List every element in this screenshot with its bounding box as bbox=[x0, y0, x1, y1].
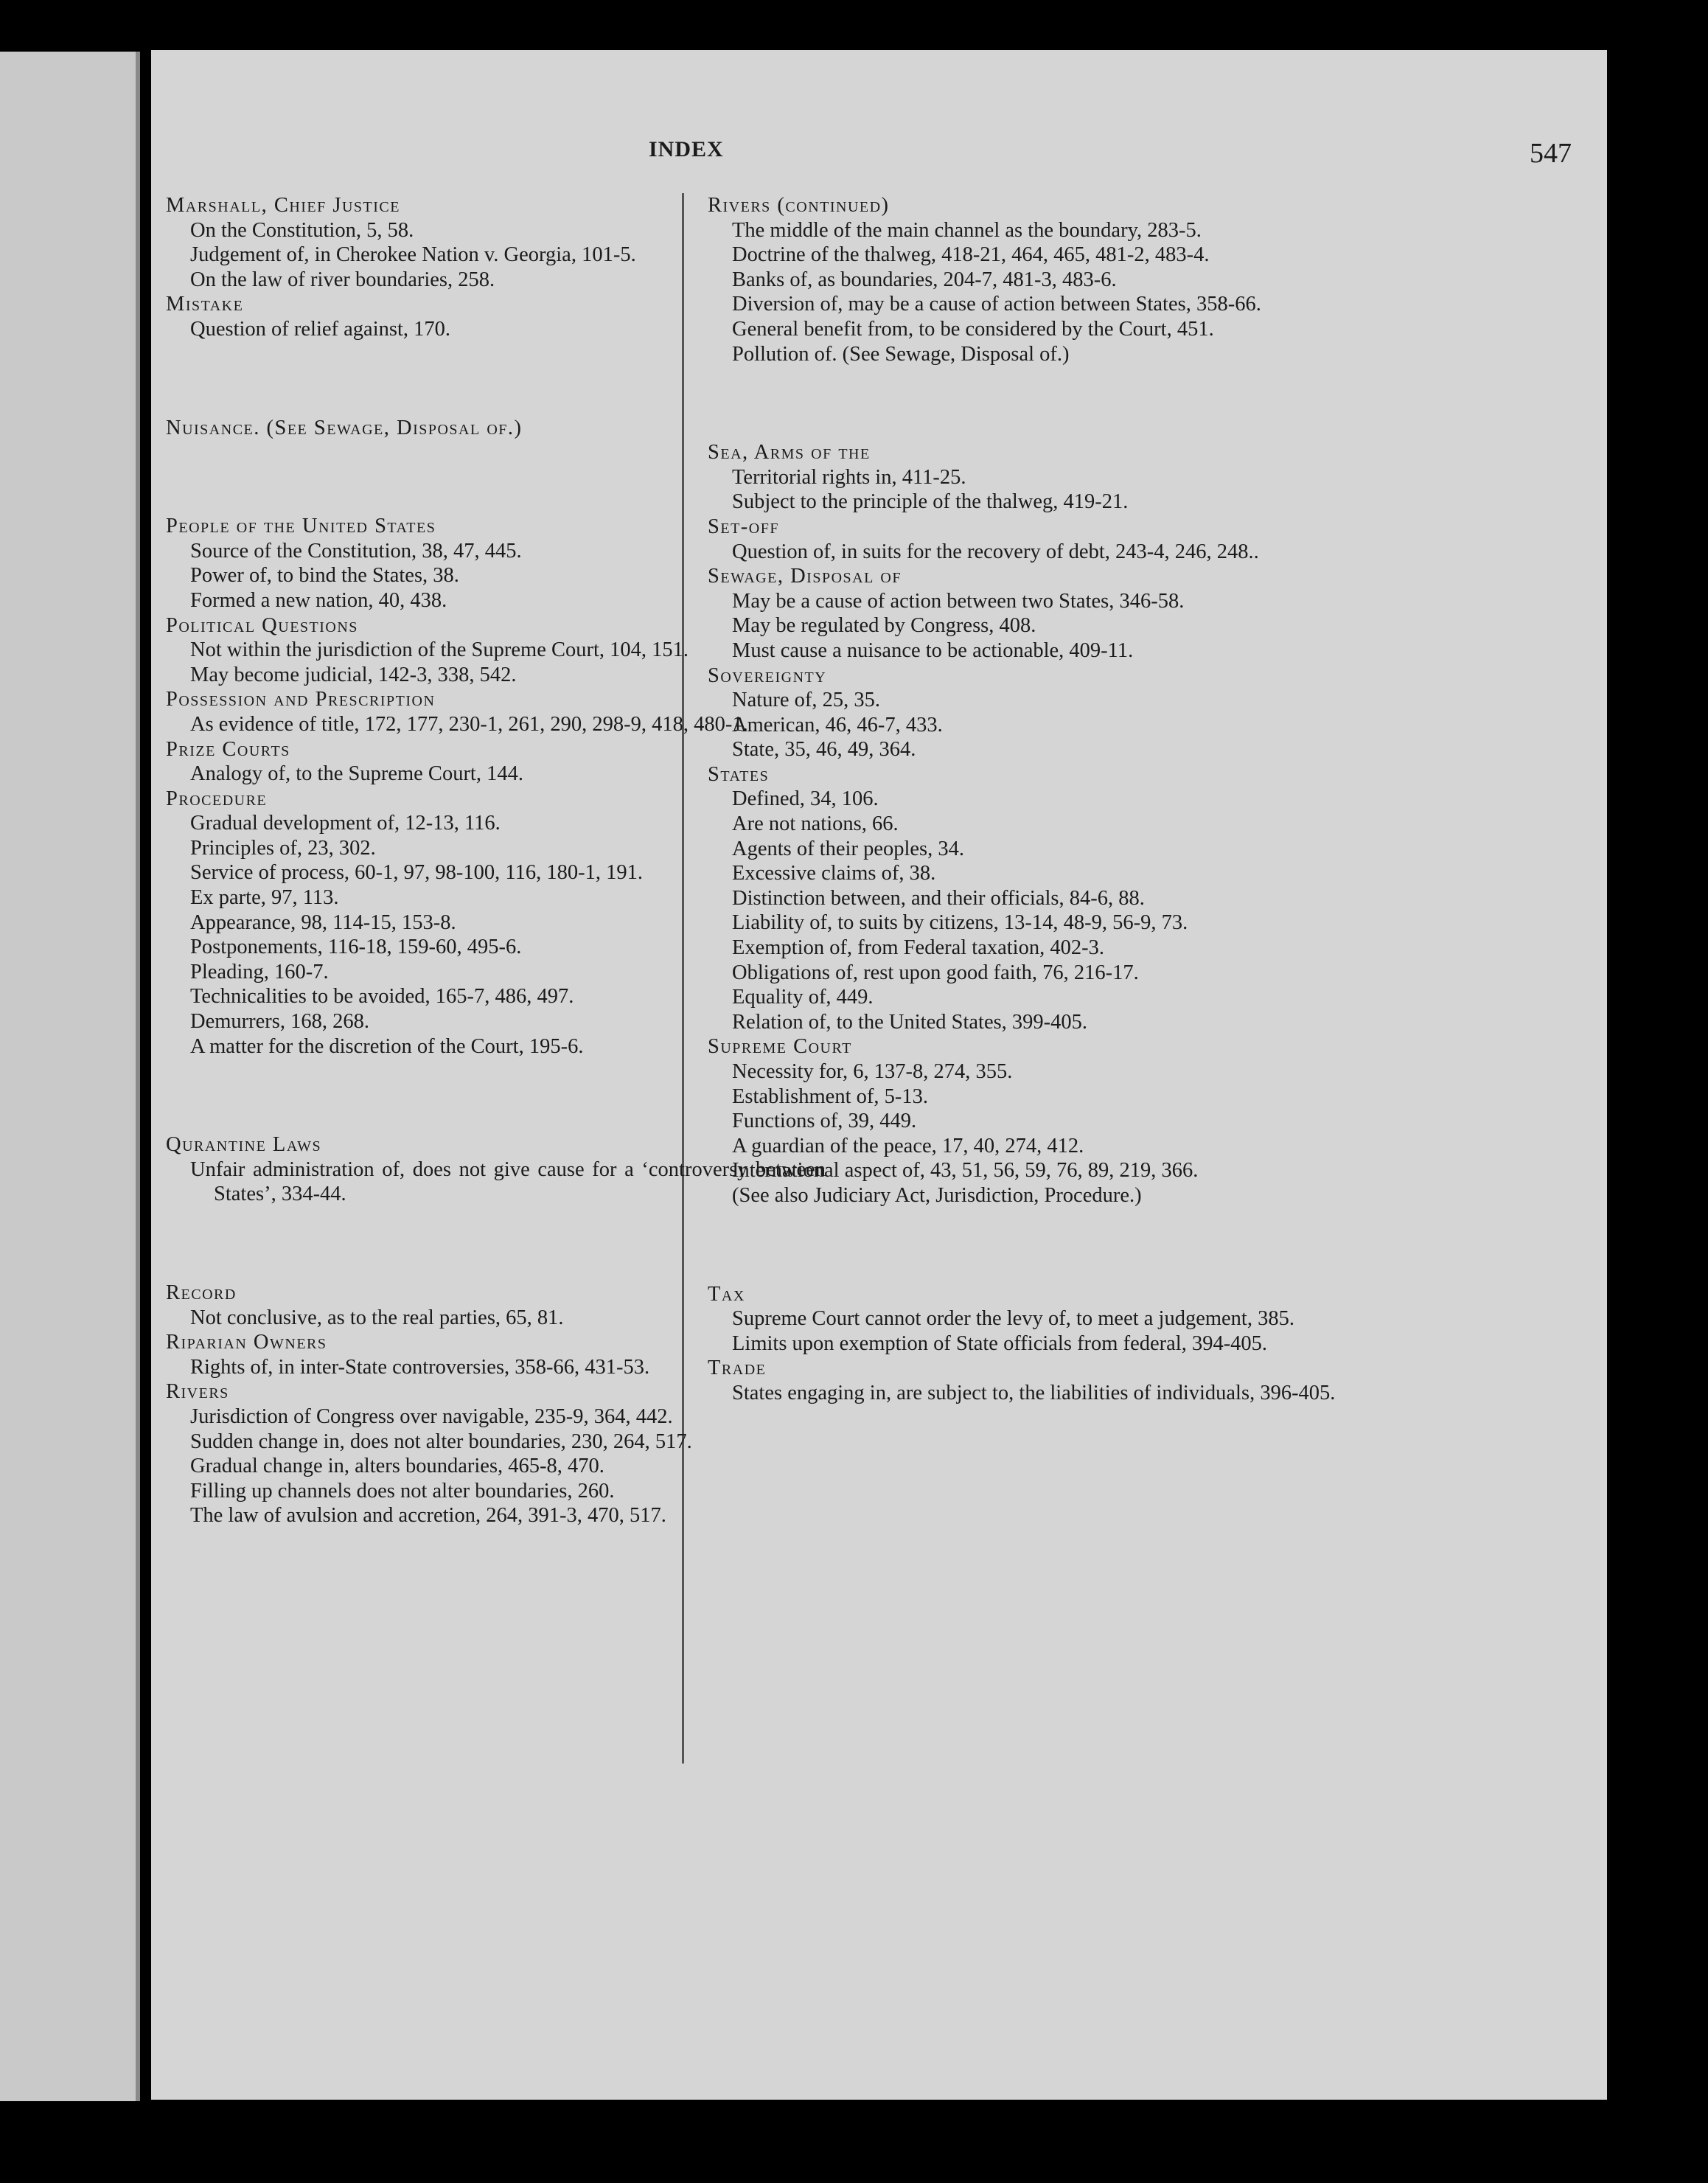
index-subentry: Sudden change in, does not alter boundaries, 230, 264, 517. bbox=[190, 1430, 692, 1453]
index-subentry: Agents of their peoples, 34. bbox=[732, 837, 965, 860]
index-subentry: Analogy of, to the Supreme Court, 144. bbox=[190, 762, 523, 786]
index-subentry: Necessity for, 6, 137-8, 274, 355. bbox=[732, 1060, 1013, 1083]
index-subentry: Question of relief against, 170. bbox=[190, 317, 450, 341]
page-title: INDEX bbox=[649, 137, 724, 161]
section-gap bbox=[708, 1208, 1382, 1282]
index-subentry: Excessive claims of, 38. bbox=[732, 862, 936, 885]
index-subentry: States engaging in, are subject to, the liabilities of individuals, 396-405. bbox=[732, 1381, 1336, 1404]
index-heading: Marshall, Chief Justice bbox=[166, 194, 400, 217]
index-subentry: Doctrine of the thalweg, 418-21, 464, 465, 481-2, 483-4. bbox=[732, 243, 1210, 267]
index-subentry: Nature of, 25, 35. bbox=[732, 689, 881, 712]
index-subentry: May be a cause of action between two States, 346-58. bbox=[732, 589, 1185, 613]
index-heading: Riparian Owners bbox=[166, 1331, 327, 1354]
index-subentry: Distinction between, and their officials, 84-6, 88. bbox=[732, 886, 1145, 910]
index-heading: States bbox=[708, 762, 770, 786]
index-heading: Supreme Court bbox=[708, 1035, 852, 1059]
index-subentry: Postponements, 116-18, 159-60, 495-6. bbox=[190, 936, 522, 959]
index-subentry: Appearance, 98, 114-15, 153-8. bbox=[190, 911, 456, 934]
index-subentry: Obligations of, rest upon good faith, 76, 216-17. bbox=[732, 961, 1139, 984]
index-subentry: Power of, to bind the States, 38. bbox=[190, 564, 459, 588]
index-heading: Political Questions bbox=[166, 613, 358, 637]
index-subentry: Ex parte, 97, 113. bbox=[190, 886, 339, 910]
index-heading: Sovereignty bbox=[708, 664, 827, 687]
index-subentry: Territorial rights in, 411-25. bbox=[732, 465, 966, 489]
section-gap bbox=[708, 366, 1382, 440]
index-subentry: Demurrers, 168, 268. bbox=[190, 1010, 369, 1034]
index-subentry: State, 35, 46, 49, 364. bbox=[732, 738, 916, 762]
index-heading: Rivers bbox=[166, 1380, 229, 1404]
index-subentry: Must cause a nuisance to be actionable, 409-11. bbox=[732, 638, 1134, 662]
index-subentry: Limits upon exemption of State officials from federal, 394-405. bbox=[732, 1331, 1268, 1355]
index-heading: Procedure bbox=[166, 787, 268, 810]
index-heading: Rivers (continued) bbox=[708, 194, 890, 217]
index-subentry: International aspect of, 43, 51, 56, 59, 76, 89, 219, 366. bbox=[732, 1159, 1199, 1183]
index-subentry: Source of the Constitution, 38, 47, 445. bbox=[190, 539, 522, 563]
index-subentry: A matter for the discretion of the Court, 195-6. bbox=[190, 1034, 584, 1058]
index-subentry: Supreme Court cannot order the levy of, to meet a judgement, 385. bbox=[732, 1307, 1294, 1331]
index-heading: People of the United States bbox=[166, 515, 436, 538]
index-heading: Tax bbox=[708, 1282, 745, 1306]
index-subentry: Subject to the principle of the thalweg, 419-21. bbox=[732, 490, 1129, 514]
index-subentry: Liability of, to suits by citizens, 13-14, 48-9, 56-9, 73. bbox=[732, 911, 1188, 935]
index-subentry: Technicalities to be avoided, 165-7, 486, 497. bbox=[190, 985, 574, 1009]
facing-page-edge bbox=[0, 52, 140, 2101]
index-subentry: Jurisdiction of Congress over navigable, 235-9, 364, 442. bbox=[190, 1404, 673, 1428]
index-heading: Mistake bbox=[166, 293, 244, 316]
index-subentry: Judgement of, in Cherokee Nation v. Georgia, 101-5. bbox=[190, 243, 636, 267]
index-subentry: Principles of, 23, 302. bbox=[190, 836, 376, 860]
index-column-right bbox=[708, 193, 1382, 1406]
index-subentry: (See also Judiciary Act, Jurisdiction, Procedure.) bbox=[732, 1183, 1142, 1207]
index-subentry: Filling up channels does not alter boundaries, 260. bbox=[190, 1479, 615, 1503]
index-heading: Sewage, Disposal of bbox=[708, 565, 902, 588]
index-heading: Sea, Arms of the bbox=[708, 441, 871, 464]
index-subentry: Exemption of, from Federal taxation, 402-3. bbox=[732, 936, 1104, 960]
index-heading: Record bbox=[166, 1281, 237, 1304]
page-number: 547 bbox=[1530, 138, 1572, 169]
index-subentry: Relation of, to the United States, 399-405. bbox=[732, 1010, 1088, 1034]
index-subentry: Functions of, 39, 449. bbox=[732, 1110, 917, 1133]
index-heading: Set-off bbox=[708, 515, 779, 538]
index-subentry: Not within the jurisdiction of the Supreme Court, 104, 151. bbox=[190, 638, 689, 662]
index-subentry: A guardian of the peace, 17, 40, 274, 412. bbox=[732, 1134, 1084, 1157]
index-subentry: General benefit from, to be considered by the Court, 451. bbox=[732, 317, 1214, 341]
index-subentry: Banks of, as boundaries, 204-7, 481-3, 483-6. bbox=[732, 268, 1117, 291]
index-subentry: Question of, in suits for the recovery of debt, 243-4, 246, 248.. bbox=[732, 540, 1259, 563]
index-subentry: May become judicial, 142-3, 338, 542. bbox=[190, 663, 517, 686]
index-subentry: Pleading, 160-7. bbox=[190, 960, 329, 983]
index-subentry: On the law of river boundaries, 258. bbox=[190, 268, 495, 291]
index-subentry: May be regulated by Congress, 408. bbox=[732, 614, 1036, 638]
index-heading: Qurantine Laws bbox=[166, 1133, 322, 1157]
index-subentry: Diversion of, may be a cause of action between States, 358-66. bbox=[732, 293, 1261, 316]
index-subentry: Service of process, 60-1, 97, 98-100, 116, 180-1, 191. bbox=[190, 861, 643, 885]
index-subentry: As evidence of title, 172, 177, 230-1, 261, 290, 298-9, 418, 480-1. bbox=[190, 712, 748, 736]
index-subentry: Defined, 34, 106. bbox=[732, 787, 879, 811]
index-heading: Prize Courts bbox=[166, 737, 290, 761]
index-subentry: The middle of the main channel as the boundary, 283-5. bbox=[732, 218, 1202, 242]
index-subentry: On the Constitution, 5, 58. bbox=[190, 218, 414, 242]
index-subentry: Unfair administration of, does not give cause for a ‘controversy between States’, 334-44. bbox=[190, 1157, 826, 1206]
index-subentry: Formed a new nation, 40, 438. bbox=[190, 588, 447, 612]
index-subentry: Pollution of. (See Sewage, Disposal of.) bbox=[732, 342, 1070, 366]
index-heading: Possession and Prescription bbox=[166, 688, 436, 711]
index-subentry: Gradual change in, alters boundaries, 465-8, 470. bbox=[190, 1455, 604, 1478]
index-subentry: The law of avulsion and accretion, 264, 391-3, 470, 517. bbox=[190, 1504, 666, 1528]
index-subentry: Not conclusive, as to the real parties, 65, 81. bbox=[190, 1306, 564, 1329]
index-subentry: Establishment of, 5-13. bbox=[732, 1084, 928, 1108]
index-heading: Nuisance. (See Sewage, Disposal of.) bbox=[166, 416, 523, 439]
index-subentry: Gradual development of, 12-13, 116. bbox=[190, 812, 501, 835]
index-heading: Trade bbox=[708, 1357, 767, 1380]
index-subentry: Rights of, in inter-State controversies, 358-66, 431-53. bbox=[190, 1355, 650, 1379]
index-subentry: American, 46, 46-7, 433. bbox=[732, 713, 943, 737]
index-subentry: Are not nations, 66. bbox=[732, 812, 899, 836]
page-fold bbox=[136, 52, 140, 2101]
index-subentry: Equality of, 449. bbox=[732, 986, 874, 1009]
